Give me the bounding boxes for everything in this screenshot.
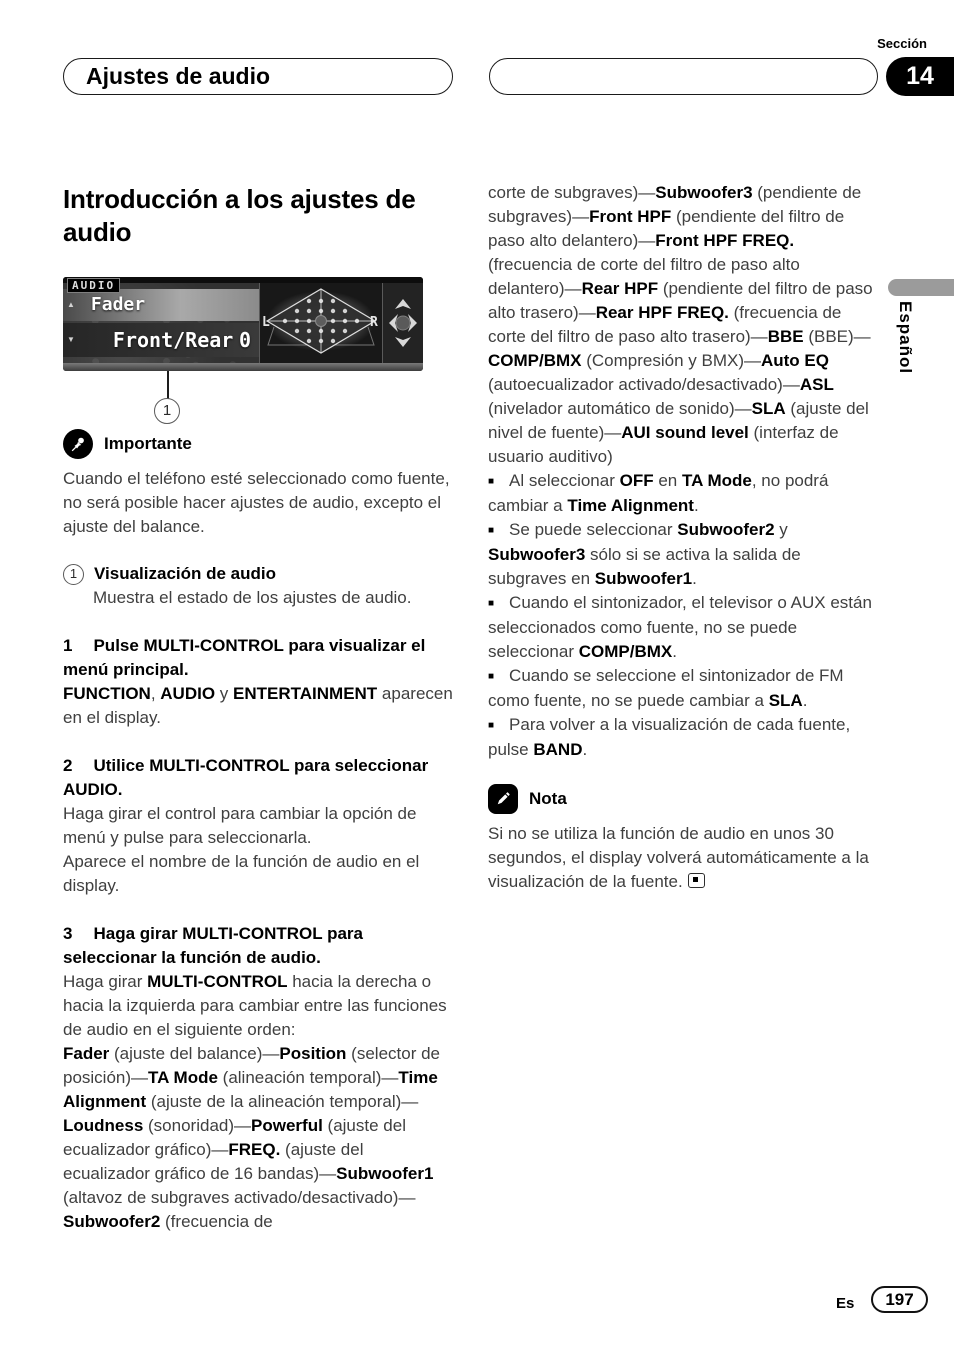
notes-bullet-list	[488, 469, 880, 762]
step-3	[63, 922, 455, 1234]
legend-label: Visualización de audio	[94, 564, 277, 583]
bullet-text: Cuando se seleccione el sintonizador de FM como fuente, no se puede cambiar a SLA.	[488, 666, 844, 710]
cursor-up-icon: ▲	[67, 300, 75, 309]
list-item	[488, 591, 880, 664]
step-1-heading	[63, 634, 455, 682]
display-bottom-strip	[63, 363, 423, 371]
pencil-icon	[488, 784, 518, 814]
bullet-text: Al seleccionar OFF en TA Mode, no podrá cambiar a Time Alignment.	[488, 471, 829, 515]
language-tab: Español	[896, 301, 915, 375]
legend-description: Muestra el estado de los ajustes de audio.	[93, 588, 412, 607]
display-menu-item: Fader	[90, 294, 146, 315]
display-menu-row	[63, 289, 259, 321]
nav-arrows-icon	[383, 283, 423, 363]
section-number: 14	[906, 62, 934, 90]
legend-header	[63, 562, 455, 586]
right-column	[488, 181, 880, 894]
legend-item	[63, 562, 455, 610]
step-3-heading-text: Haga girar MULTI-CONTROL para seleccionar la función de audio.	[63, 924, 363, 967]
list-item	[488, 518, 880, 591]
pad-right-label: R	[370, 315, 378, 330]
note-heading: Nota	[529, 789, 567, 808]
list-item	[488, 713, 880, 762]
left-column	[63, 183, 455, 1234]
note-body-text: Si no se utiliza la función de audio en unos 30 segundos, el display volverá automáticamente a la visualización de la fuente.	[488, 824, 869, 891]
section-number-tab	[886, 57, 954, 96]
important-body: Cuando el teléfono esté seleccionado como fuente, no será posible hacer ajustes de audio, excepto el ajuste del balance.	[63, 469, 450, 536]
callout-line	[167, 371, 169, 399]
balance-pad-icon	[260, 283, 382, 363]
list-item	[488, 664, 880, 713]
bullet-text: Cuando el sintonizador, el televisor o AUX están seleccionados como fuente, no se puede seleccionar COMP/BMX.	[488, 593, 872, 661]
page-number-text: 197	[885, 1289, 914, 1309]
important-header	[63, 429, 455, 459]
step-2-heading	[63, 754, 455, 802]
language-tab-bar	[888, 279, 954, 296]
callout-number: 1	[154, 398, 180, 424]
step-1	[63, 634, 455, 730]
pad-left-label: L	[262, 315, 270, 330]
bullet-icon: ■	[488, 525, 495, 536]
end-mark-icon	[688, 873, 705, 888]
step-1-number: 1	[63, 636, 73, 655]
chapter-title-pill	[63, 58, 453, 95]
step-2-body-1: Haga girar el control para cambiar la opción de menú y pulse para seleccionarla.	[63, 804, 417, 847]
step-3-number: 3	[63, 924, 73, 943]
bullet-icon: ■	[488, 476, 495, 487]
note-block	[488, 784, 880, 894]
bullet-text: Se puede seleccionar Subwoofer2 y Subwoofer3 sólo si se activa la salida de subgraves en Subwoofer1.	[488, 520, 801, 588]
cursor-down-icon: ▼	[67, 335, 75, 344]
bullet-icon: ■	[488, 720, 495, 731]
function-list-continuation: corte de subgraves)—Subwoofer3 (pendiente de subgraves)—Front HPF (pendiente del filtro de paso alto delantero)—Front HPF FREQ. (frecuencia de corte del filtro de paso alto delantero)—Rear HPF (pendiente del filtro de paso alto trasero)—Rear HPF FREQ. (frecuencia de corte del filtro de paso alto trasero)—BBE (BBE)—COMP/BMX (Compresión y BMX)—Auto EQ (autoecualizador activado/desactivado)—ASL (nivelador automático de sonido)—SLA (ajuste del nivel de fuente)—AUI sound level (interfaz de usuario auditivo)	[488, 183, 873, 466]
step-3-heading	[63, 922, 455, 970]
page-number	[871, 1286, 928, 1313]
step-2-body-2: Aparece el nombre de la función de audio en el display.	[63, 852, 420, 895]
step-3-body-2: Fader (ajuste del balance)—Position (selector de posición)—TA Mode (alineación temporal)—Time Alignment (ajuste de la alineación temporal)—Loudness (sonoridad)—Powerful (ajuste del ecualizador gráfico)—FREQ. (ajuste del ecualizador gráfico de 16 bandas)—Subwoofer1 (altavoz de subgraves activado/desactivado)—Subwoofer2 (frecuencia de	[63, 1044, 440, 1231]
balance-pad-graphic	[259, 283, 383, 363]
legend-number: 1	[63, 564, 84, 585]
step-3-body-1: Haga girar MULTI-CONTROL hacia la derecha o hacia la izquierda para cambiar entre las funciones de audio en el siguiente orden:	[63, 972, 447, 1039]
pushpin-icon	[63, 429, 93, 459]
step-2	[63, 754, 455, 898]
step-1-body: FUNCTION, AUDIO y ENTERTAINMENT aparecen en el display.	[63, 684, 453, 727]
arrow-up-icon	[395, 299, 411, 309]
footer-language-label: Es	[836, 1295, 855, 1312]
bullet-text: Para volver a la visualización de cada fuente, pulse BAND.	[488, 715, 851, 759]
step-2-heading-text: Utilice MULTI-CONTROL para seleccionar AUDIO.	[63, 756, 429, 799]
audio-logo: AUDIO	[67, 278, 120, 293]
display-setting-value: 0	[238, 328, 251, 352]
header-empty-pill	[489, 58, 878, 95]
display-setting-name: Front/Rear	[112, 328, 234, 352]
page-title: Introducción a los ajustes de audio	[63, 184, 416, 247]
nav-arrows-cluster	[383, 283, 423, 363]
chapter-title: Ajustes de audio	[86, 63, 271, 89]
list-item	[488, 469, 880, 518]
bullet-icon: ■	[488, 671, 495, 682]
display-setting-row	[63, 323, 259, 357]
important-block	[63, 429, 455, 539]
arrow-down-icon	[395, 337, 411, 347]
bullet-icon: ■	[488, 598, 495, 609]
step-1-heading-text: Pulse MULTI-CONTROL para visualizar el menú principal.	[63, 636, 426, 679]
section-label: Sección	[877, 36, 927, 51]
important-heading: Importante	[104, 434, 192, 453]
callout	[63, 371, 455, 429]
audio-display-figure	[63, 277, 423, 371]
note-body	[488, 822, 880, 894]
note-header	[488, 784, 880, 814]
step-2-number: 2	[63, 756, 73, 775]
